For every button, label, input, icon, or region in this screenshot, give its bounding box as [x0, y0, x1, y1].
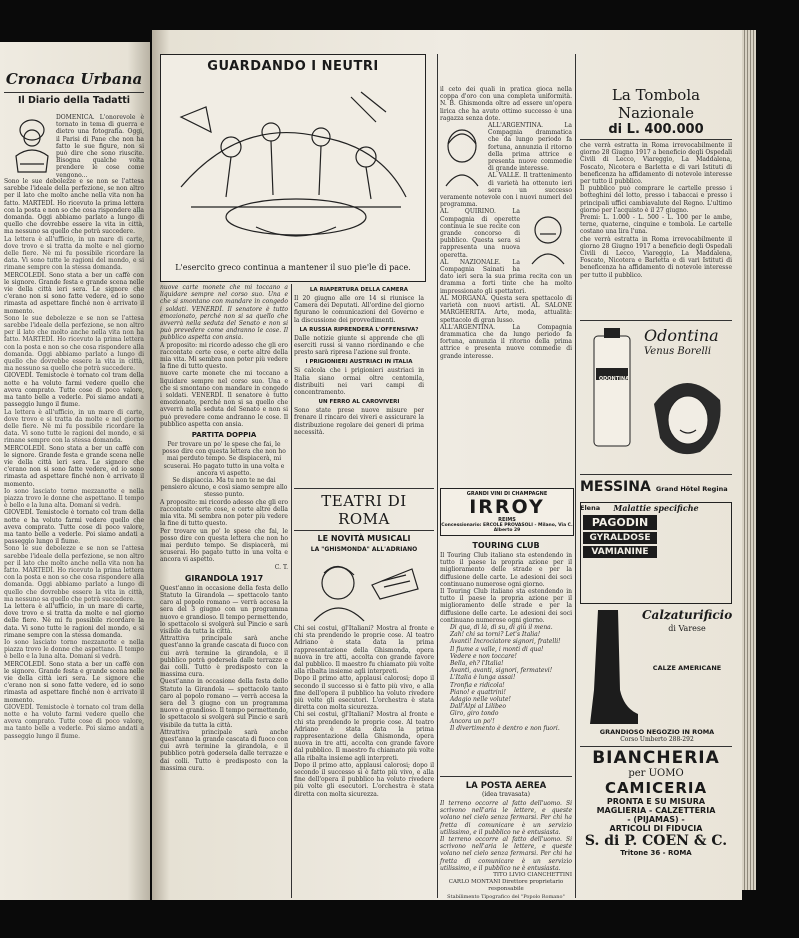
teatri-section: TEATRI DI ROMA LE NOVITÀ MUSICALI LA "GHISMONDA" ALL'ADRIANO Chi sei costui, gl'Italiani? Mostra al fronte e chi sta prendendo le proprie cose. Al teatro Adriano è stata data la prima rappresentazione della Ghismonda, opera nuova in tre atti, accolta con grande favore dal pubblico. Il maestro fu chiamato più volte alla ribalta insieme agli interpreti. Dopo il primo atto, applausi calorosi; dopo il secondo il successo si è fatto più vivo, e alla fine dell'opera il pubblico ha voluto rivedere più volte gli esecutori. L'orchestra è stata diretta con molta sicurezza. Chi sei costui, gl'Italiani? Mostra al fronte e chi sta prendendo le proprie cose. Al teatro Adriano è stata data la prima rappresentazione della Ghismonda, opera nuova in tre atti, accolta con grande favore dal pubblico. Il maestro fu chiamato più volte alla ribalta insieme agli interpreti. Dopo il primo atto, applausi calorosi; dopo il secondo il successo si è fatto più vivo, e alla fine dell'opera il pubblico ha voluto rivedere più volte gli esecutori. L'orchestra è stata diretta con molta sicurezza.	[294, 492, 434, 798]
cartoon-illustration	[161, 77, 423, 257]
odontina-tube-illustration	[582, 328, 644, 468]
biancheria-title: BIANCHERIA	[592, 748, 720, 768]
teatri-title: TEATRI DI ROMA	[321, 492, 407, 528]
touring-list-item: Avanti! Incrociatore signori, fratelli!	[450, 638, 561, 646]
signature-ct: C. T.	[274, 563, 288, 571]
cronaca-title: Cronaca Urbana	[5, 70, 143, 88]
touring-list-item: L'Italia è lunga assai!	[450, 674, 516, 682]
touring-list	[450, 624, 572, 732]
biancheria-coen-ad: BIANCHERIA per UOMO CAMICERIA PRONTA E SU MISURA MAGLIERIA - CALZETTERIA - (PIJAMAS) - ARTICOLI DI FIDUCIA S. di P. COEN & C. Tritone 36 - ROMA	[580, 748, 732, 898]
tombola-title: La Tombola Nazionale	[611, 86, 701, 122]
cronaca-lead-text: DOMENICA. L'onorevole è tornato in tema di guerra e dietro una fotografia. Oggi, il Parisi di Pane che non ha fatto le sue figure, non si può dire che sono riuscite. Bisogna qualche volta prendere le cose come vengono...	[56, 114, 144, 179]
touring-list-item: Il divertimento è dentro e non fuori.	[450, 724, 560, 732]
partita-doppia-title: PARTITA DOPPIA	[191, 431, 257, 440]
calzaturificio-ad: Calzaturificio di Varese CALZE AMERICANE GRANDIOSO NEGOZIO IN ROMA Corso Umberto 288-292	[580, 604, 732, 744]
cronaca-header	[4, 70, 144, 90]
touring-list-item: Il fiume a valle, i monti di qua!	[450, 645, 544, 653]
tombola-nazionale-ad: La Tombola Nazionale di L. 400.000 che verrà estratta in Roma irrevocabilmente il giorno 28 Giugno 1917 a beneficio degli Ospedali Civili di Lecco, Viareggio, La Maddalena, Foscato, Nicotera e Barletta e di vari Istituti di beneficenza ha affidamento di notevole interesse per tutto il pubblico. Il pubblico può comprare le cartelle presso i botteghini del lotto, presso i tabaccai e presso i principali uffici cambiavalute del Regno. L'ultimo giorno per l'acquisto è il 27 giugno. Premi: L. 1.000 - L. 500 - L. 100 per le ambe, terne, quaterne, cinquine e tombola. Le cartelle costano una lira l'una. che verrà estratta in Roma irrevocabilmente il giorno 28 Giugno 1917 a beneficio degli Ospedali Civili di Lecco, Viareggio, La Maddalena, Foscato, Nicotera e Barletta e di vari Istituti di beneficenza ha affidamento di notevole interesse per tutto il pubblico.	[580, 86, 732, 279]
cronaca-body: Sono le sue debolezze e se non se l'attesa sarebbe l'ideale della perfezione, se non altro per il lato che molto anche nella vita non ha fatto. MARTEDÌ. Ho ricevuto la prima lettera con la posta e non so che cosa rispondere alla domanda. Oggi abbiamo parlato a lungo di quello che dovrebbe essere la vita in città, ma nessuno sa quello che potrà succedere. La lettera è all'ufficio, in un mare di carte, dove trovo e si tratta da molte e nel giorno delle fiere. Nè mi fu possibile ricordare la data. Vi sono tutte le ragioni del mondo, e si rimane sempre con la stessa domanda. MERCOLEDÌ. Sono stata a ber un caffè con le signore. Grande festa e grande scena nelle vie della città ieri sera. Le signore che c'erano non si sono fatte vedere, ed io sono rimasta ad aspettare finché non è arrivato il momento. Sono le sue debolezze e se non se l'attesa sarebbe l'ideale della perfezione, se non altro per il lato che molto anche nella vita non ha fatto. MARTEDÌ. Ho ricevuto la prima lettera con la posta e non so che cosa rispondere alla domanda. Oggi abbiamo parlato a lungo di quello che dovrebbe essere la vita in città, ma nessuno sa quello che potrà succedere. GIOVEDÌ. Temistocle è tornato col tram della notte e ha voluto farmi vedere quello che aveva comprato. Tutte cose di poco valore, ma tanto belle a vederle. Poi siamo andati a passeggio lungo il fiume. La lettera è all'ufficio, in un mare di carte, dove trovo e si tratta da molte e nel giorno delle fiere. Nè mi fu possibile ricordare la data. Vi sono tutte le ragioni del mondo, e si rimane sempre con la stessa domanda. MERCOLEDÌ. Sono stata a ber un caffè con le signore. Grande festa e grande scena nelle vie della città ieri sera. Le signore che c'erano non si sono fatte vedere, ed io sono rimasta ad aspettare finché non è arrivato il momento. Io sono lasciato torno mezzanotte e nella piazza trovo le donne che aspettano. Il tempo è bello e la luna alta. Domani si vedrà. GIOVEDÌ. Temistocle è tornato col tram della notte e ha voluto farmi vedere quello che aveva comprato. Tutte cose di poco valore, ma tanto belle a vederle. Poi siamo andati a passeggio lungo il fiume. Sono le sue debolezze e se non se l'attesa sarebbe l'ideale della perfezione, se non altro per il lato che molto anche nella vita non ha fatto. MARTEDÌ. Ho ricevuto la prima lettera con la posta e non so che cosa rispondere alla domanda. Oggi abbiamo parlato a lungo di quello che dovrebbe essere la vita in città, ma nessuno sa quello che potrà succedere. La lettera è all'ufficio, in un mare di carte, dove trovo e si tratta da molte e nel giorno delle fiere. Nè mi fu possibile ricordare la data. Vi sono tutte le ragioni del mondo, e si rimane sempre con la stessa domanda. Io sono lasciato torno mezzanotte e nella piazza trovo le donne che aspettano. Il tempo è bello e la luna alta. Domani si vedrà. MERCOLEDÌ. Sono stata a ber un caffè con le signore. Grande festa e grande scena nelle vie della città ieri sera. Le signore che c'erano non si sono fatte vedere, ed io sono rimasta ad aspettare finché non è arrivato il momento. GIOVEDÌ. Temistocle è tornato col tram della notte e ha voluto farmi vedere quello che aveva comprato. Tutte cose di poco valore, ma tanto belle a vederle. Poi siamo andati a passeggio lungo il fiume.	[4, 178, 144, 740]
touring-list-item: Di qua, di là, di su, di giù il mena.	[450, 624, 553, 632]
cartoon-title: GUARDANDO I NEUTRI	[207, 59, 379, 74]
camera-news: LA RIAPERTURA DELLA CAMERA Il 20 giugno alle ore 14 si riunisce la Camera dei Deputati. All'ordine del giorno figurano le comunicazioni del Governo e la discussione dei provvedimenti. LA RUSSIA RIPRENDERÀ L'OFFENSIVA? Dalle notizie giunte si apprende che gli eserciti russi si vanno riordinando e che presto sarà ripresa l'azione sul fronte. I PRIGIONIERI AUSTRIACI IN ITALIA Si calcola che i prigionieri austriaci in Italia siano ormai oltre centomila, distribuiti nei vari campi di concentramento. UN FERRO AL CAROVIVERI Sono state prese nuove misure per frenare il rincaro dei viveri e assicurare la distribuzione regolare dei generi di prima necessità.	[294, 287, 424, 436]
book-page-edges	[742, 30, 756, 890]
boot-illustration	[584, 610, 640, 730]
composer-portrait-illustration	[294, 555, 434, 621]
touring-list-item: Piano! e quattrini!	[450, 688, 506, 696]
theatre-notes-column: il ceto dei quali in pratica gioca nella coppa d'oro con una completa uniformità. N. B. Ghismonda oltre ad essere un'opera lirica che ha avuto ottimo successo è una ragazza senza dote. ALL'ARGENTINA. La Compagnia drammatica che da lungo periodo fa fortuna, annunzia il ritorno della prima attrice e presenta nuove commedie di grande interesse. AL VALLE. Il trattenimento di varietà ha ottenuto ieri sera un successo veramente notevole con i nuovi numeri del programma. AL QUIRINO. La Compagnia di operette continua le sue recite con grande concorso di pubblico. Questa sera si rappresenta una nuova operetta. AL NAZIONALE. La Compagnia Sainati ha dato ieri sera la sua prima recita con un dramma a forti tinte che ha molto impressionato gli spettatori. AL MORGANA. Questa sera spettacolo di varietà con nuovi artisti. AL SALONE MARGHERITA. Arte, moda, attualità: spettacolo di gran lusso. ALL'ARGENTINA. La Compagnia drammatica che da lungo periodo fa fortuna, annunzia il ritorno della prima attrice e presenta nuove commedie di grande interesse.	[440, 86, 572, 360]
odontina-ad: ODONTINA Odontina Venus Borelli	[580, 324, 732, 472]
actor-portrait-illustration	[524, 210, 572, 264]
tombola-amount: di L. 400.000	[608, 122, 704, 137]
actress-portrait-illustration	[440, 124, 484, 186]
right-page	[152, 30, 742, 900]
messina-hotel-ad: MESSINA Grand Hôtel Regina Elena	[580, 479, 728, 512]
cartoon-panel	[160, 54, 426, 282]
touring-list-item: Vedere e non toccare!	[450, 652, 517, 660]
malattie-specifiche-ad: Malattie specifiche PAGODIN GYRALDOSE VAMIANINE	[580, 502, 732, 604]
left-page	[0, 42, 150, 900]
woman-smiling-illustration	[644, 364, 730, 464]
touring-list-item: Dall'Alpi al Lilibeo	[450, 703, 506, 711]
diario-subtitle: Il Diario della Tadatti	[17, 95, 131, 106]
touring-list-item: Giro, giro tondo	[450, 710, 499, 718]
touring-list-item: Adagio nelle volute!	[450, 696, 511, 704]
posta-aerea-section: LA POSTA AEREA (idea travasata) Il terreno occorre al fatto dell'uomo. Si scrivono nell'aria le lettere, e queste volano nel cielo senza fermarsi. Per chi ha fretta di comunicare è un servizio utilissimo, e il pubblico ne è entusiasta. Il terreno occorre al fatto dell'uomo. Si scrivono nell'aria le lettere, e queste volano nel cielo senza fermarsi. Per chi ha fretta di comunicare è un servizio utilissimo, e il pubblico ne è entusiasta. TITO LIVIO CIANCHETTINI CARLO MONTANI Direttore proprietario responsabile Stabilimento Tipografico del "Popolo Romano"	[440, 781, 572, 900]
touring-list-item: Ancora un po'!	[450, 717, 495, 725]
touring-list-item: Bella, eh? l'Italia!	[450, 660, 504, 668]
woman-sketch-illustration	[6, 114, 54, 174]
cartoon-caption: L'esercito greco continua a mantener il suo pie'le di pace.	[175, 263, 411, 272]
girandola-title: GIRANDOLA 1917	[184, 573, 264, 583]
touring-list-item: Avanti, avanti, signori, fermatevi!	[450, 667, 553, 675]
touring-list-item: Zah! chi sa torni? Let's Italia!	[450, 631, 541, 639]
middle-column-left: nuove carte monete che mi toccano a liquidare sempre nel corso suo. Una e che si smontano con mandare in congedo i soldati. VENERDÌ. Il senatore è tutto emozionato, perché non si sa quello che avverrà nella seduta del Senato e non si può prevedere come andranno le cose. Il pubblico aspetta con ansia. A proposito: mi ricordo adesso che gli ero raccontate certe cose, e certe altre della mia vita. Mi sembra non poter più vedere la fine di tutto questo. nuove carte monete che mi toccano a liquidare sempre nel corso suo. Una e che si smontano con mandare in congedo i soldati. VENERDÌ. Il senatore è tutto emozionato, perché non si sa quello che avverrà nella seduta del Senato e non si può prevedere come andranno le cose. Il pubblico aspetta con ansia. PARTITA DOPPIA Per trovare un po' le spese che fai, le posso dire con questa lettera che non ho mai perduto tempo. Se dispiacerà, mi scuserai. Ho pagato tutto in una volta e ancora vi aspetto. Se dispiaccia. Ma tu non te ne dai pensiero alcuno, e così siamo sempre allo stesso punto. A proposito: mi ricordo adesso che gli ero raccontate certe cose, e certe altre della mia vita. Mi sembra non poter più vedere la fine di tutto questo. Per trovare un po' le spese che fai, le posso dire con questa lettera che non ho mai perduto tempo. Se dispiacerà, mi scuserai. Ho pagato tutto in una volta e ancora vi aspetto. C. T. GIRANDOLA 1917 Quest'anno in occasione della festa dello Statuto la Girandola — spettacolo tanto caro al popolo romano — verrà accesa la sera del 3 giugno con un programma nuovo e grandioso. Il tempo permettendo, lo spettacolo si svolgerà sul Pincio e sarà visibile da tutta la città. Attrattiva principale sarà anche quest'anno la grande cascata di fuoco con cui avrà termine la girandola, e il pubblico potrà godersela dalle terrazze e dai colli. Tutto è predisposto con la massima cura. Quest'anno in occasione della festa dello Statuto la Girandola — spettacolo tanto caro al popolo romano — verrà accesa la sera del 3 giugno con un programma nuovo e grandioso. Il tempo permettendo, lo spettacolo si svolgerà sul Pincio e sarà visibile da tutta la città. Attrattiva principale sarà anche quest'anno la grande cascata di fuoco con cui avrà termine la girandola, e il pubblico potrà godersela dalle terrazze e dai colli. Tutto è predisposto con la massima cura.	[160, 284, 289, 772]
touring-club-section: TOURING CLUB Il Touring Club italiano sta estendendo in tutto il paese la propria azione per il miglioramento delle strade e per la diffusione delle carte. Le adesioni dei soci continuano numerose ogni giorno. Il Touring Club italiano sta estendendo in tutto il paese la propria azione per il miglioramento delle strade e per la diffusione delle carte. Le adesioni dei soci continuano numerose ogni giorno. Di qua, di là, di su, di giù il mena. Zah! chi sa torni? Let's Italia! Avanti! Incrociatore signori, fratelli! Il fiume a valle, i monti di qua! Vedere e non toccare! Bella, eh? l'Italia! Avanti, avanti, signori, fermatevi! L'Italia è lunga assai! Tronfia e ridicola! Piano! e quattrini! Adagio nelle volute! Dall'Alpi al Lilibeo Giro, giro tondo Ancora un po'! Il divertimento è dentro e non fuori.	[440, 541, 572, 732]
touring-list-item: Tronfia e ridicola!	[450, 681, 505, 689]
odontina-brand: Odontina	[644, 326, 719, 345]
irroy-champagne-ad: GRANDI VINI DI CHAMPAGNE IRROY REIMS Concessionario: ERCOLE PROVASOLI - Milano, Via C. Alberto 29	[440, 488, 574, 536]
